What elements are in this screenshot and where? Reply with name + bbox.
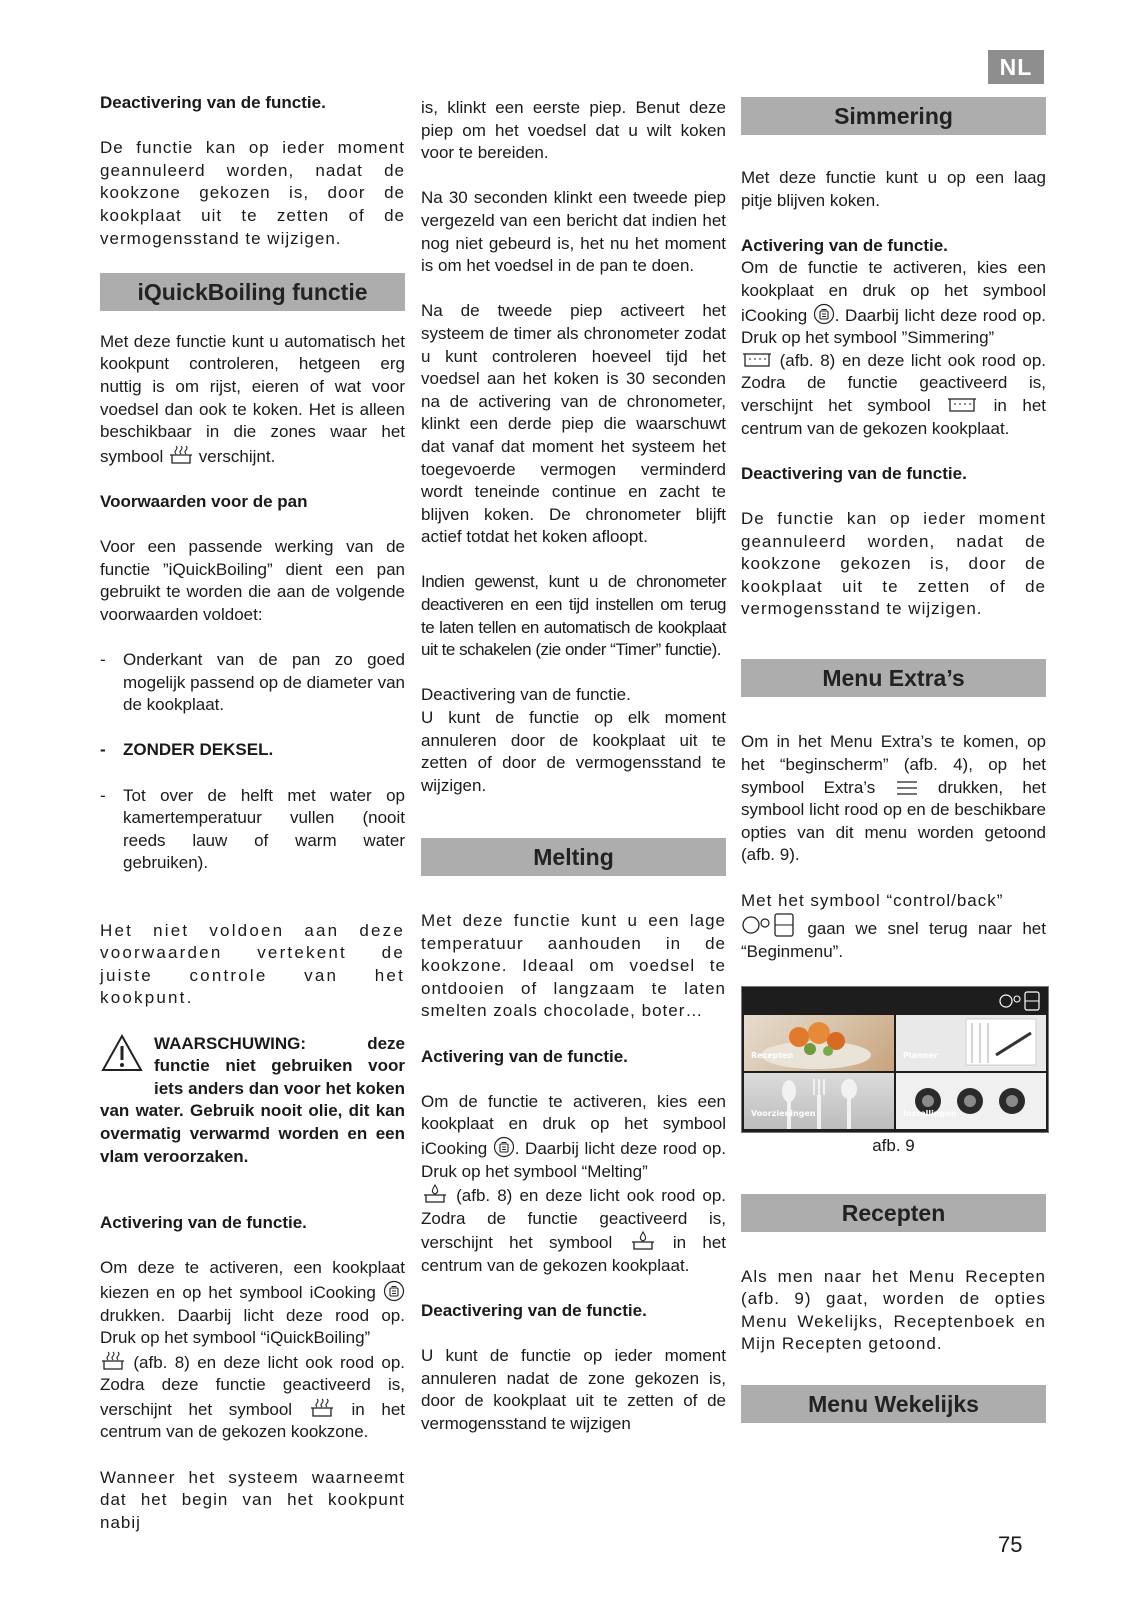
simmering-text: Met deze functie kunt u op een laag pitje blijven koken. xyxy=(741,168,1046,210)
activation-heading: Activering van de functie. xyxy=(100,1213,307,1233)
detection-text: Wanneer het systeem waarneemt dat het begin van het kookpunt nabij xyxy=(100,1467,405,1532)
control-back-text xyxy=(741,890,1046,964)
screenshot-tile-recepten xyxy=(744,1015,894,1071)
screenshot-control-back-icon xyxy=(998,991,1042,1018)
pan-conditions-text: Voor een passende werking van de functie ”iQuickBoiling” dient een pan gebruikt te worden die aan de volgende voorwaarden voldoet: xyxy=(100,537,405,624)
page-number: 75 xyxy=(998,1532,1023,1557)
tile-label-voorzieningen: Voorzieningen xyxy=(751,1109,816,1119)
menu-extras-text-2: drukken, het symbool licht rood op en de beschikbare opties van dit menu worden getoond (afb. 9). xyxy=(741,777,1046,865)
melting-text: Met deze functie kunt u een lage temperatuur aanhouden in de kookzone. Ideaal om voedsel te ontdooien of langzaam te laten smelten zoals chocolade, boter… xyxy=(421,911,726,1021)
menu-extras-text xyxy=(741,731,1046,867)
screenshot-tile-instellingen xyxy=(896,1073,1046,1129)
activation-text-1: Om deze te activeren, een kookplaat kiezen en op het symbool iCooking xyxy=(100,1258,405,1302)
melting-activation-text-1: Om de functie te activeren, kies een kookplaat en druk op het symbool iCooking xyxy=(421,1091,726,1158)
simmering-pot-icon xyxy=(946,395,978,415)
second-beep-30s-text: Na 30 seconden klinkt een tweede piep vergezeld van een bericht dat indien het nog niet gebeurd is, het nu het moment is om het voedsel in de pan te doen. xyxy=(421,188,726,276)
deactivation-plain-text: U kunt de functie op elk moment annuleren door de kookplaat uit te zetten of door de vermogensstand te wijzigen. xyxy=(421,708,726,795)
simmering-activation-text-4: in het centrum van de gekozen kookplaat. xyxy=(741,395,1046,438)
simmering-activation-text-2: . Daarbij licht deze rood op. Druk op het symbool ”Simmering” xyxy=(741,305,1046,348)
intro-text: Met deze functie kunt u automatisch het kookpunt controleren, hetgeen erg nuttig is om rijst, eieren of wat voor voedsel dan ook te koken. Het is alleen beschikbaar in die zones waar het symbool xyxy=(100,331,405,466)
activation-text-4: in het centrum van de gekozen kookzone. xyxy=(100,1399,406,1442)
language-tab: NL xyxy=(988,50,1044,84)
melting-activation-text-3: (afb. 8) en deze licht ook rood op. Zodra de functie geactiveerd is, verschijnt het symbool xyxy=(421,1186,726,1253)
icooking-icon xyxy=(493,1136,515,1158)
melting-activation-text-2: . Daarbij licht deze rood op. Druk op het symbool “Melting” xyxy=(421,1138,726,1181)
boiling-pot-icon xyxy=(100,1350,126,1372)
pan-conditions-heading: Voorwaarden voor de pan xyxy=(100,491,308,511)
tile-label-instellingen: Instellingen xyxy=(903,1109,957,1119)
boiling-pot-icon xyxy=(309,1397,335,1419)
section-simmering: Simmering xyxy=(741,97,1046,135)
simmering-deactivation-text: De functie kan op ieder moment geannuleerd worden, nadat de kookzone gekozen is, door de kookplaat uit te zetten of de vermogensstand te wijzigen. xyxy=(741,508,1046,619)
activation-text-3: (afb. 8) en deze licht ook rood op. Zodra deze functie geactiveerd is, verschijnt het symbool xyxy=(100,1352,405,1419)
melting-icon xyxy=(421,1183,449,1205)
simmering-activation-text-1: Om de functie te activeren, kies een kookplaat en druk op het symbool iCooking xyxy=(741,258,1046,325)
melting-activation-text-4: in het centrum van de gekozen kookplaat. xyxy=(421,1233,726,1275)
activation-text-2: drukken. Daarbij licht deze rood op. Druk op het symbool “iQuickBoiling” xyxy=(100,1305,405,1348)
warning-block xyxy=(100,1033,405,1169)
deactivation-heading: Deactivering van de functie. xyxy=(100,93,326,112)
figure-caption: afb. 9 xyxy=(872,1136,915,1155)
warning-triangle-icon xyxy=(100,1033,144,1080)
simmering-deactivation-heading: Deactivering van de functie. xyxy=(741,463,967,483)
control-back-text-2: gaan we snel terug naar het “Beginmenu”. xyxy=(741,919,1046,961)
intro-tail: verschijnt. xyxy=(198,446,276,466)
menu-extras-text-1: Om in het Menu Extra’s te komen, op het “beginscherm” (afb. 4), op het symbool Extra’s xyxy=(741,732,1046,797)
section-menu-extras: Menu Extra’s xyxy=(741,659,1046,697)
boiling-pot-icon xyxy=(168,444,194,466)
menu-lines-icon xyxy=(895,779,919,797)
control-back-text-1: Met het symbool “control/back” xyxy=(741,890,1004,910)
melting-deactivation-heading: Deactivering van de functie. xyxy=(421,1301,647,1321)
section-iquickboiling: iQuickBoiling functie xyxy=(100,273,405,311)
melting-icon xyxy=(629,1230,657,1252)
chronometer-deactivate-text: Indien gewenst, kunt u de chronometer deactiveren en een tijd instellen om terug te laten tellen en automatisch de kookplaat uit te schakelen (zie onder “Timer” functie). xyxy=(421,572,726,660)
column-middle xyxy=(421,97,726,1458)
conditions-warning-text: Het niet voldoen aan deze voorwaarden vertekent de juiste controle van het kookpunt. xyxy=(100,920,405,1008)
recepten-text: Als men naar het Menu Recepten (afb. 9) gaat, worden de opties Menu Wekelijks, Receptenboek en Mijn Recepten getoond. xyxy=(741,1266,1046,1354)
list-item: - Tot over de helft met water op kamertemperatuur vullen (nooit reeds lauw of warm water gebruiken). xyxy=(100,785,405,873)
menu-extras-screenshot xyxy=(741,986,1049,1133)
list-item: - ZONDER DEKSEL. xyxy=(100,740,274,760)
melting-activation-heading: Activering van de functie. xyxy=(421,1046,628,1066)
bullet-text: Onderkant van de pan zo goed mogelijk passend op de diameter van de kookplaat. xyxy=(123,650,405,715)
section-melting: Melting xyxy=(421,838,726,876)
screenshot-tile-planner xyxy=(896,1015,1046,1071)
section-menu-wekelijks: Menu Wekelijks xyxy=(741,1385,1046,1423)
iquickboiling-intro xyxy=(100,331,405,469)
melting-activation-text xyxy=(421,1091,726,1278)
tile-label-recepten: Recepten xyxy=(751,1051,794,1061)
chronometer-activation-text: Na de tweede piep activeert het systeem de timer als chronometer zodat u kunt controleren hoeveel tijd het voedsel aan het koken is 30 seconden na de activering van de chronometer, klinkt een derde piep die waarschuwt dat vanaf dat moment het systeem het toegevoerde vermogen verminderd wordt teneinde continue en zacht te blijven koken. De chronometer blijft actief totdat het koken afloopt. xyxy=(421,301,726,547)
simmering-activation-heading: Activering van de functie. xyxy=(741,235,948,255)
control-back-icon xyxy=(741,912,797,938)
column-right xyxy=(741,97,1046,1443)
screenshot-tile-voorzieningen xyxy=(744,1073,894,1129)
bullet-text: Tot over de helft met water op kamertemperatuur vullen (nooit reeds lauw of warm water gebruiken). xyxy=(123,785,405,873)
list-item: - Onderkant van de pan zo goed mogelijk passend op de diameter van de kookplaat. xyxy=(100,650,405,715)
column-left xyxy=(100,92,405,1557)
simmering-activation-text-3: (afb. 8) en deze licht ook rood op. Zodra de functie geactiveerd is, verschijnt het symbool xyxy=(741,350,1046,415)
tile-label-planner: Planner xyxy=(903,1051,938,1061)
activation-text xyxy=(100,1257,405,1444)
warning-text: WAARSCHUWING: deze functie niet gebruiken voor iets anders dan voor het koken van water. Gebruik nooit olie, dit kan overmatig verwarmd worden en een vlam veroorzaken. xyxy=(100,1033,405,1166)
melting-deactivation-text: U kunt de functie op ieder moment annuleren nadat de zone gekozen is, door de kookplaat uit te zetten of de vermogensstand te wijzigen xyxy=(421,1346,726,1434)
continued-text: is, klinkt een eerste piep. Benut deze piep om het voedsel dat u wilt koken voor te bereiden. xyxy=(421,98,726,163)
deactivation-plain-heading: Deactivering van de functie. xyxy=(421,685,631,705)
deactivation-text: De functie kan op ieder moment geannuleerd worden, nadat de kookzone gekozen is, door de kookplaat uit te zetten of de vermogensstand te wijzigen. xyxy=(100,138,405,248)
icooking-icon xyxy=(813,303,835,325)
simmering-pot-icon xyxy=(741,350,773,370)
bullet-text: ZONDER DEKSEL. xyxy=(123,740,274,760)
simmering-activation-text xyxy=(741,257,1046,440)
icooking-icon xyxy=(383,1280,405,1302)
section-recepten: Recepten xyxy=(741,1194,1046,1232)
